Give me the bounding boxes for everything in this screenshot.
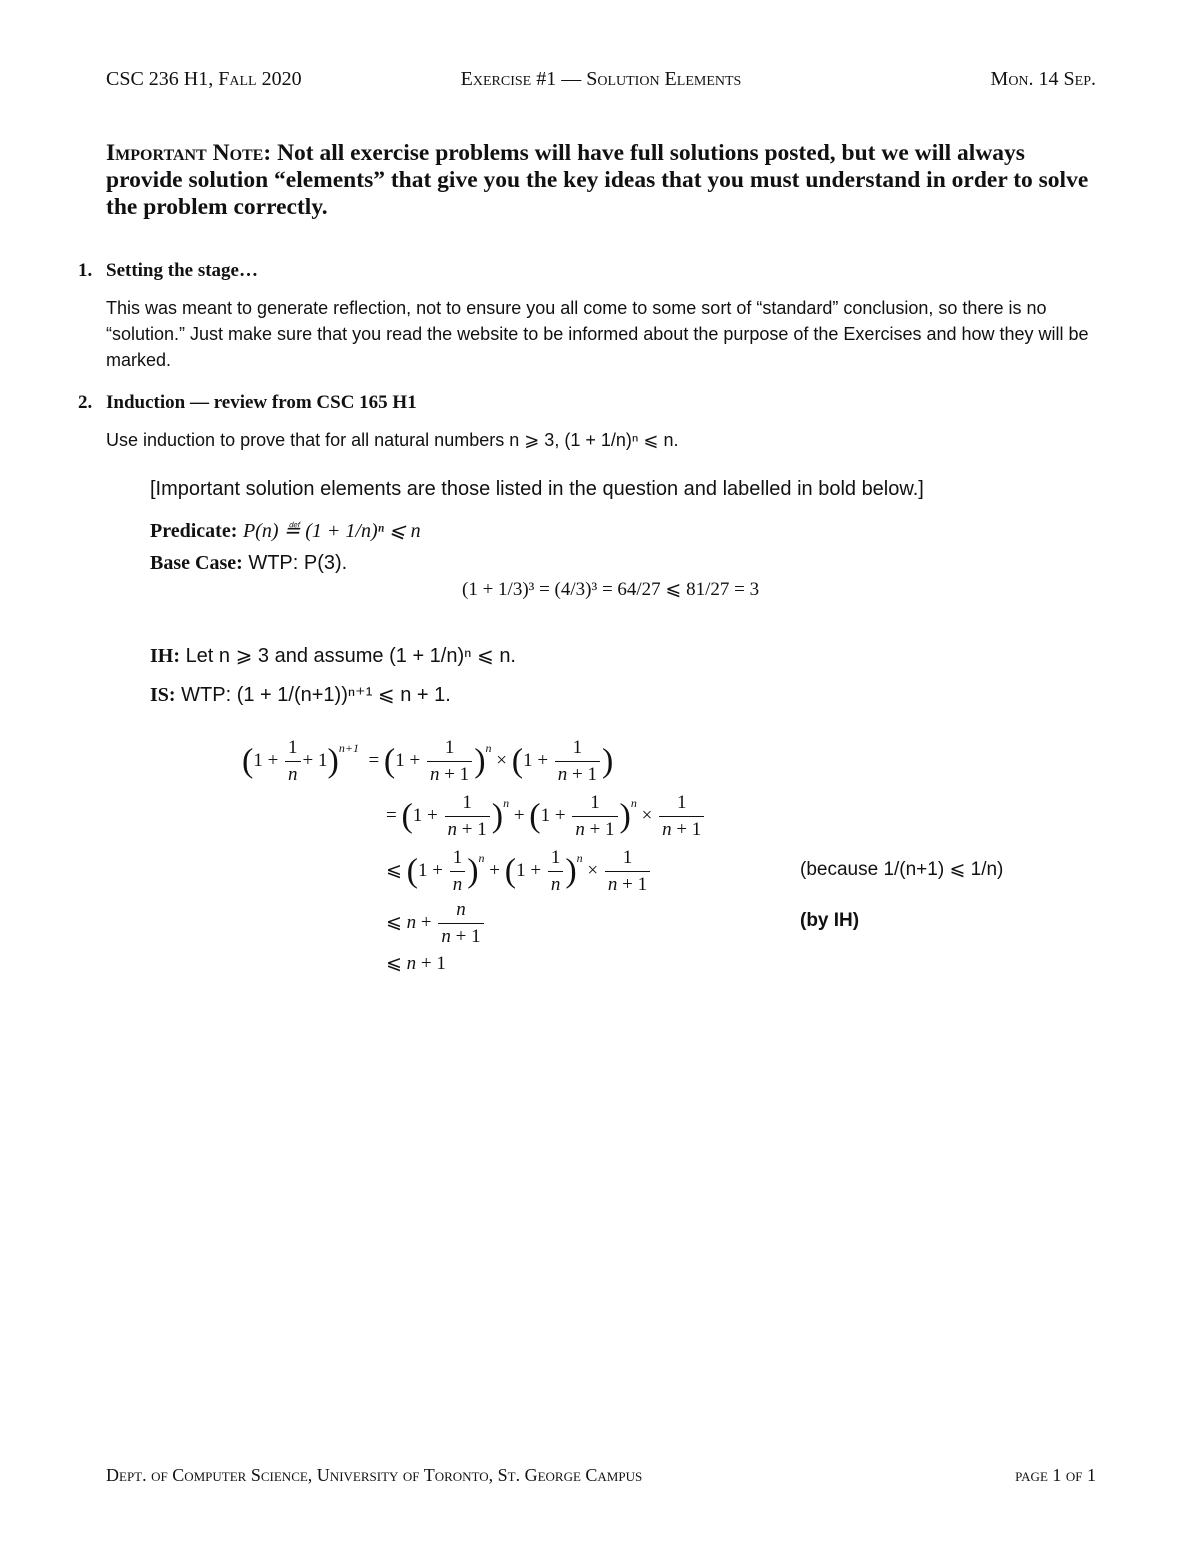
important-note [106, 140, 1096, 221]
question-2-heading [78, 392, 1098, 418]
is-line [150, 682, 1050, 707]
note-label: Important Note: [106, 140, 272, 166]
derivation-line-4: ⩽ n + $\frac{n}{n + 1}$ [386, 897, 486, 950]
is-label: IS: [150, 684, 176, 706]
is-text: WTP: (1 + 1/(n+1))ⁿ⁺¹ ⩽ n + 1. [181, 684, 451, 706]
question-2-statement: Use induction to prove that for all natural numbers n ⩾ 3, (1 + 1/n)ⁿ ⩽ n. [106, 430, 679, 450]
note-text: Not all exercise problems will have full solutions posted, but we will always provide solution “elements” that give you the key ideas that you must understand in order to solve the problem correctly. [106, 140, 1089, 220]
date-label: Mon. 14 Sep. [990, 68, 1096, 90]
ih-text: Let n ⩾ 3 and assume (1 + 1/n)ⁿ ⩽ n. [185, 645, 516, 667]
base-case-line [150, 552, 1050, 575]
course-label: CSC 236 H1, Fall 2020 [106, 68, 302, 90]
predicate-line [150, 518, 1050, 543]
question-2-number: 2. [78, 392, 93, 413]
question-1-body: This was meant to generate reflection, not to ensure you all come to some sort of “standard” conclusion, so there is no “solution.” Just make sure that you read the website to be informed about the purpose of the Exercises and how they will be marked. [106, 298, 1089, 370]
footer-department: Dept. of Computer Science, University of Toronto, St. George Campus [106, 1465, 643, 1485]
derivation-line-1: (1 + $\frac{1}{n}$ + 1)$^{n+1}$ = (1 + $\frac{1}{n + 1}$ )$^n$ × (1 + $\frac{1}{n + 1}$ ) [242, 737, 614, 785]
page-header [106, 68, 1096, 96]
derivation-line-5: ⩽ n + 1 [386, 953, 446, 974]
base-case-calculation: (1 + 1/3)³ = (4/3)³ = 64/27 ⩽ 81/27 = 3 [462, 579, 760, 600]
predicate-formula: P(n) ≝ (1 + 1/n)ⁿ ⩽ n [242, 520, 421, 542]
reason-1: (because 1/(n+1) ⩽ 1/n) [800, 859, 1004, 880]
predicate-label: Predicate: [150, 520, 238, 542]
question-1-title: Setting the stage… [106, 260, 258, 281]
derivation-line-2: = (1 + $\frac{1}{n + 1}$ )$^n$ + (1 + $\frac{1}{n + 1}$ )$^n$ × $\frac{1}{n + 1}$ [386, 790, 706, 843]
reason-2: (by IH) [800, 910, 860, 931]
base-case-text: WTP: P(3). [248, 552, 348, 574]
ih-label: IH: [150, 645, 180, 667]
footer-page-number: page 1 of 1 [1015, 1465, 1096, 1485]
question-1-heading [78, 260, 1098, 286]
question-2-title: Induction — review from CSC 165 H1 [106, 392, 417, 413]
solution-intro: [Important solution elements are those listed in the question and labelled in bold below.] [150, 478, 924, 500]
ih-line [150, 643, 1050, 668]
derivation-line-3: ⩽ (1 + $\frac{1}{n}$ )$^n$ + (1 + $\frac{1}{n}$ )$^n$ × $\frac{1}{n + 1}$ [386, 845, 652, 898]
question-1-number: 1. [78, 260, 93, 281]
document-title: Exercise #1 — Solution Elements [460, 68, 742, 90]
base-case-label: Base Case: [150, 552, 243, 574]
